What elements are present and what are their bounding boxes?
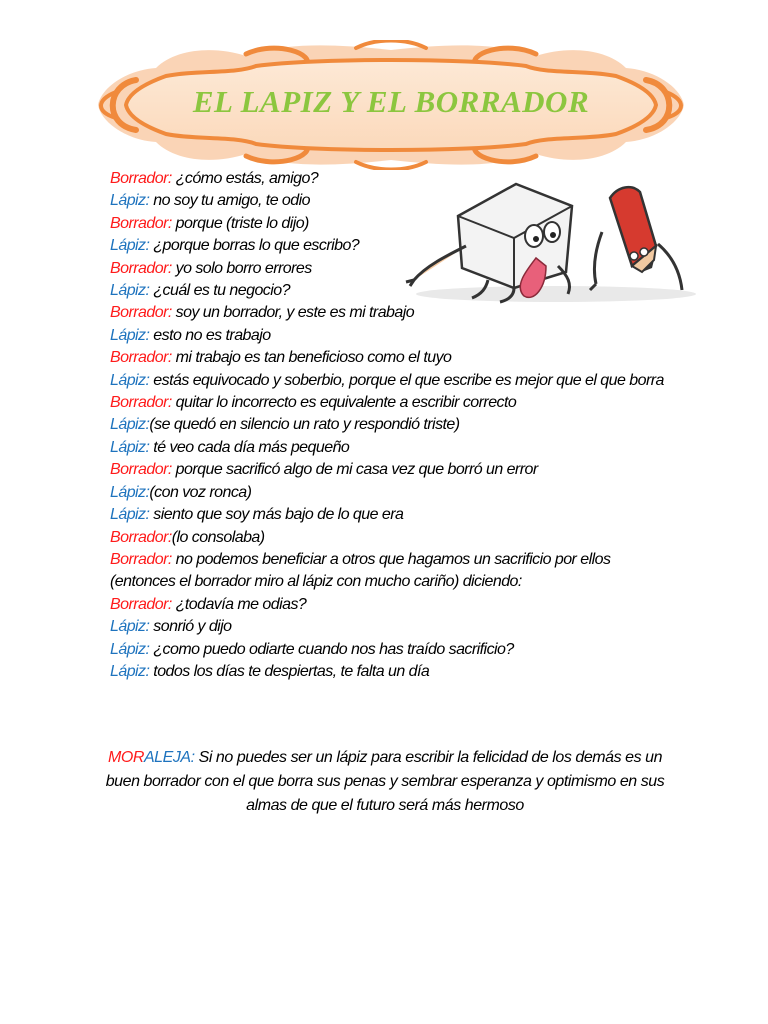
speaker-label: Lápiz: <box>110 192 150 210</box>
dialogue-line <box>110 168 670 190</box>
speaker-label: Lápiz: <box>110 506 150 524</box>
page-title: EL LAPIZ Y EL BORRADOR <box>192 84 590 119</box>
dialogue-text-span: ¿porque borras lo que escribo? <box>149 237 360 255</box>
dialogue-line <box>110 414 670 436</box>
speaker-label: Borrador: <box>110 259 172 277</box>
speaker-label: Lápiz: <box>110 640 150 658</box>
dialogue-line <box>110 527 670 549</box>
dialogue-line <box>110 392 670 414</box>
dialogue-line <box>110 370 670 392</box>
speaker-label: Borrador: <box>110 461 172 479</box>
dialogue-text-span: quitar lo incorrecto es equivalente a escribir correcto <box>171 394 517 412</box>
dialogue-line <box>110 549 670 571</box>
dialogue-text-span: todos los días te despiertas, te falta un día <box>149 662 430 680</box>
dialogue-line <box>110 280 670 302</box>
dialogue-text-span: ¿cómo estás, amigo? <box>171 170 319 187</box>
speaker-label: Borrador: <box>110 304 172 322</box>
speaker-label: Borrador: <box>110 214 172 232</box>
dialogue-line <box>110 258 670 280</box>
dialogue-line <box>110 459 670 481</box>
speaker-label: Lápiz: <box>110 438 150 456</box>
dialogue-text-span: ¿como puedo odiarte cuando nos has traído sacrificio? <box>149 640 514 658</box>
dialogue-text-span: (lo consolaba) <box>171 528 265 546</box>
dialogue-text-span: ¿cuál es tu negocio? <box>149 282 290 300</box>
dialogue-line <box>110 213 670 235</box>
dialogue-text-span: té veo cada día más pequeño <box>149 438 350 456</box>
dialogue-text-span: (se quedó en silencio un rato y respondió triste) <box>149 416 460 434</box>
dialogue-text-span: yo solo borro errores <box>171 259 312 277</box>
speaker-label: Lápiz: <box>110 237 150 255</box>
dialogue-text-span: siento que soy más bajo de lo que era <box>149 506 404 524</box>
dialogue-text-span: sonrió y dijo <box>149 618 232 636</box>
speaker-label: Lápiz: <box>110 416 150 434</box>
dialogue-text <box>110 168 670 683</box>
dialogue-line <box>110 235 670 257</box>
dialogue-text-span: ¿todavía me odias? <box>171 595 307 613</box>
moral-label-part2: ALEJA: <box>143 749 195 766</box>
dialogue-text-span: soy un borrador, y este es mi trabajo <box>171 304 415 322</box>
dialogue-line <box>110 302 670 324</box>
speaker-label: Borrador: <box>110 595 172 613</box>
dialogue-line <box>110 594 670 616</box>
title-banner <box>96 40 686 170</box>
moral-paragraph <box>100 746 670 818</box>
dialogue-text-span: esto no es trabajo <box>149 326 271 344</box>
dialogue-text-span: mi trabajo es tan beneficioso como el tuyo <box>171 349 452 367</box>
speaker-label: Lápiz: <box>110 483 150 501</box>
dialogue-line <box>110 616 670 638</box>
dialogue-line <box>110 325 670 347</box>
dialogue-text-span: porque sacrificó algo de mi casa vez que borró un error <box>171 461 538 479</box>
speaker-label: Lápiz: <box>110 618 150 636</box>
dialogue-text-span: porque (triste lo dijo) <box>171 214 309 232</box>
speaker-label: Borrador: <box>110 170 172 187</box>
speaker-label: Lápiz: <box>110 371 150 389</box>
dialogue-line <box>110 347 670 369</box>
speaker-label: Lápiz: <box>110 282 150 300</box>
dialogue-text-span: (con voz ronca) <box>149 483 252 501</box>
dialogue-line <box>110 437 670 459</box>
dialogue-text-span: estás equivocado y soberbio, porque el que escribe es mejor que el que borra <box>149 371 664 389</box>
speaker-label: Lápiz: <box>110 326 150 344</box>
dialogue-text-span: (entonces el borrador miro al lápiz con mucho cariño) diciendo: <box>110 573 522 591</box>
moral-text: Si no puedes ser un lápiz para escribir la felicidad de los demás es un buen borrador con el que borra sus penas y sembrar esperanza y optimismo en sus almas de que el futuro será más hermoso <box>105 749 665 814</box>
dialogue-line <box>110 504 670 526</box>
speaker-label: Borrador: <box>110 394 172 412</box>
dialogue-line <box>110 571 670 593</box>
speaker-label: Borrador: <box>110 528 172 546</box>
dialogue-text-span: no soy tu amigo, te odio <box>149 192 310 210</box>
dialogue-line <box>110 639 670 661</box>
dialogue-text-span: no podemos beneficiar a otros que hagamos un sacrificio por ellos <box>171 550 611 568</box>
dialogue-line <box>110 661 670 683</box>
dialogue-line <box>110 482 670 504</box>
speaker-label: Borrador: <box>110 349 172 367</box>
speaker-label: Borrador: <box>110 550 172 568</box>
dialogue-line <box>110 190 670 212</box>
moral-label-part1: MOR <box>107 749 144 766</box>
speaker-label: Lápiz: <box>110 662 150 680</box>
